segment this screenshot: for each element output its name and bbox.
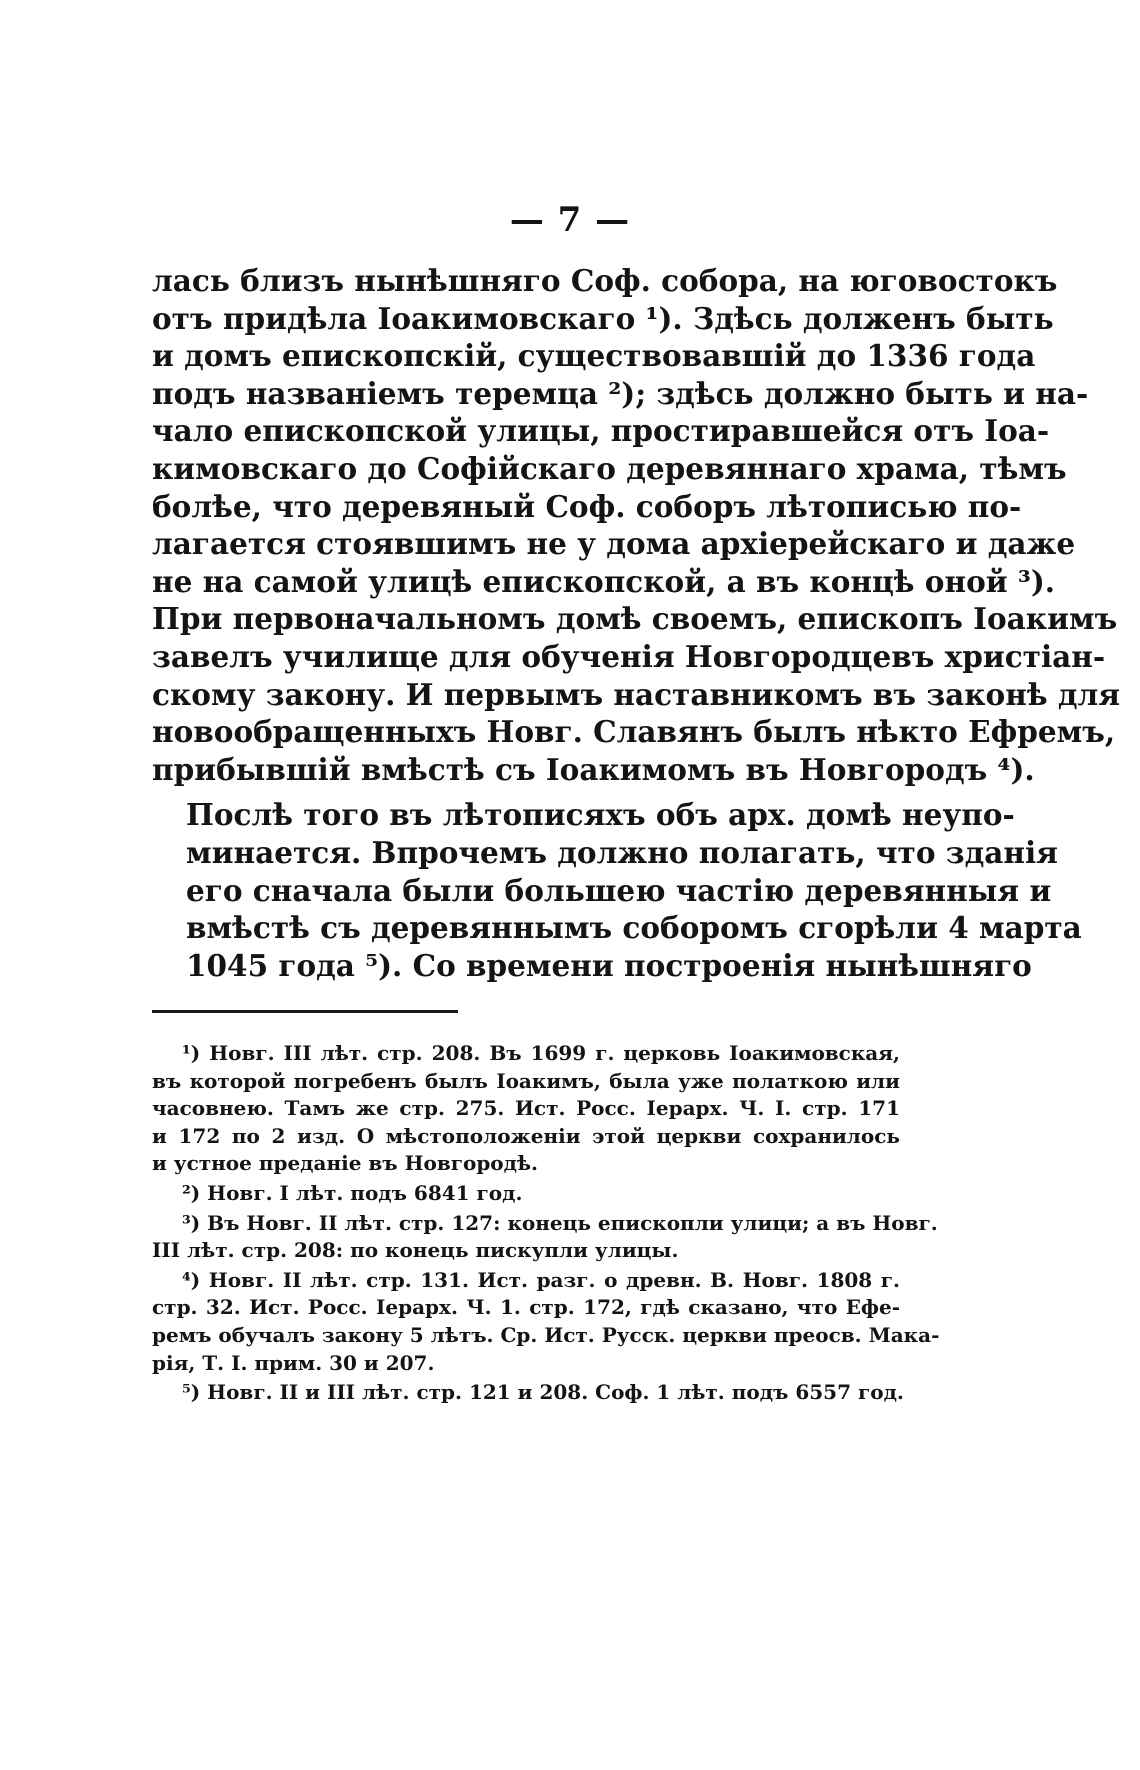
footnote-line: III лѣт. стр. 208: по конець пискупли улицы. <box>152 1238 679 1263</box>
text-line: болѣе, что деревяный Соф. соборъ лѣтописью по- <box>152 488 1022 524</box>
footnote-3 <box>152 1210 938 1265</box>
footnote-4 <box>152 1267 940 1377</box>
footnote-divider <box>152 1010 458 1013</box>
footnote-1 <box>152 1040 900 1178</box>
footnote-line: ²) Новг. I лѣт. подъ 6841 год. <box>182 1180 523 1205</box>
text-line: чало епископской улицы, простиравшейся отъ Іоа- <box>152 413 1050 449</box>
text-line: лась близъ нынѣшняго Соф. собора, на юговостокъ <box>152 263 1058 298</box>
text-line: лагается стоявшимъ не у дома архіерейскаго и даже <box>152 526 1076 562</box>
footnote-line: ⁵) Новг. II и III лѣт. стр. 121 и 208. Соф. 1 лѣт. подъ 6557 год. <box>182 1380 904 1405</box>
text-line: При первоначальномъ домѣ своемъ, епископъ Іоакимъ <box>152 601 1118 637</box>
footnote-line: ¹) Новг. III лѣт. стр. 208. Въ 1699 г. церковь Іоакимовская, <box>182 1041 900 1065</box>
text-line: подъ названіемъ теремца ²); здѣсь должно быть и на- <box>152 375 1089 411</box>
text-line: вмѣстѣ съ деревяннымъ соборомъ сгорѣли 4 марта <box>186 910 1082 946</box>
text-line: завелъ училище для обученія Новгородцевъ христіан- <box>152 638 1106 674</box>
text-line: не на самой улицѣ епископской, а въ концѣ оной ³). <box>152 563 1056 599</box>
text-line: кимовскаго до Софійскаго деревяннаго храма, тѣмъ <box>152 450 1067 486</box>
text-line: прибывшій вмѣстѣ съ Іоакимомъ въ Новгородъ ⁴). <box>152 751 1035 787</box>
footnote-2 <box>152 1180 900 1208</box>
paragraph-2 <box>152 796 1082 984</box>
text-line: 1045 года ⁵). Со времени построенія нынѣшняго <box>186 947 1032 983</box>
footnote-line: и 172 по 2 изд. О мѣстоположеніи этой церкви сохранилось <box>152 1123 900 1148</box>
footnote-line: ⁴) Новг. II лѣт. стр. 131. Ист. разг. о древн. В. Новг. 1808 г. <box>182 1267 900 1292</box>
footnote-line: въ которой погребенъ былъ Іоакимъ, была уже полаткою или <box>152 1068 900 1093</box>
footnote-line: стр. 32. Ист. Росс. Іерарх. Ч. 1. стр. 172, гдѣ сказано, что Ефе- <box>152 1295 900 1320</box>
text-line: минается. Впрочемъ должно полагать, что зданія <box>186 834 1058 870</box>
text-line: его сначала были большею частію деревянныя и <box>186 872 1052 908</box>
text-line: Послѣ того въ лѣтописяхъ объ арх. домѣ неупо- <box>186 797 1015 833</box>
footnote-line: ³) Въ Новг. II лѣт. стр. 127: конець епископли улици; а въ Новг. <box>182 1210 938 1235</box>
footnotes <box>152 1040 940 1409</box>
text-line: скому закону. И первымъ наставникомъ въ законѣ для <box>152 676 1121 712</box>
text-line: новообращенныхъ Новг. Славянъ былъ нѣкто Ефремъ, <box>152 714 1116 750</box>
paragraph-1 <box>152 262 1121 788</box>
main-text <box>152 262 1121 984</box>
footnote-line: часовнею. Тамъ же стр. 275. Ист. Росс. Іерарх. Ч. I. стр. 171 <box>152 1096 900 1121</box>
footnote-line: ремъ обучалъ закону 5 лѣтъ. Ср. Ист. Русск. церкви преосв. Мака- <box>152 1322 940 1347</box>
footnote-5 <box>152 1379 904 1407</box>
text-line: отъ придѣла Іоакимовскаго ¹). Здѣсь долженъ быть <box>152 300 1054 336</box>
page-number: — 7 — <box>509 200 631 240</box>
footnote-line: и устное преданіе въ Новгородѣ. <box>152 1151 539 1176</box>
text-line: и домъ епископскій, существовавшій до 1336 года <box>152 338 1036 374</box>
footnote-line: рія, Т. I. прим. 30 и 207. <box>152 1350 435 1375</box>
